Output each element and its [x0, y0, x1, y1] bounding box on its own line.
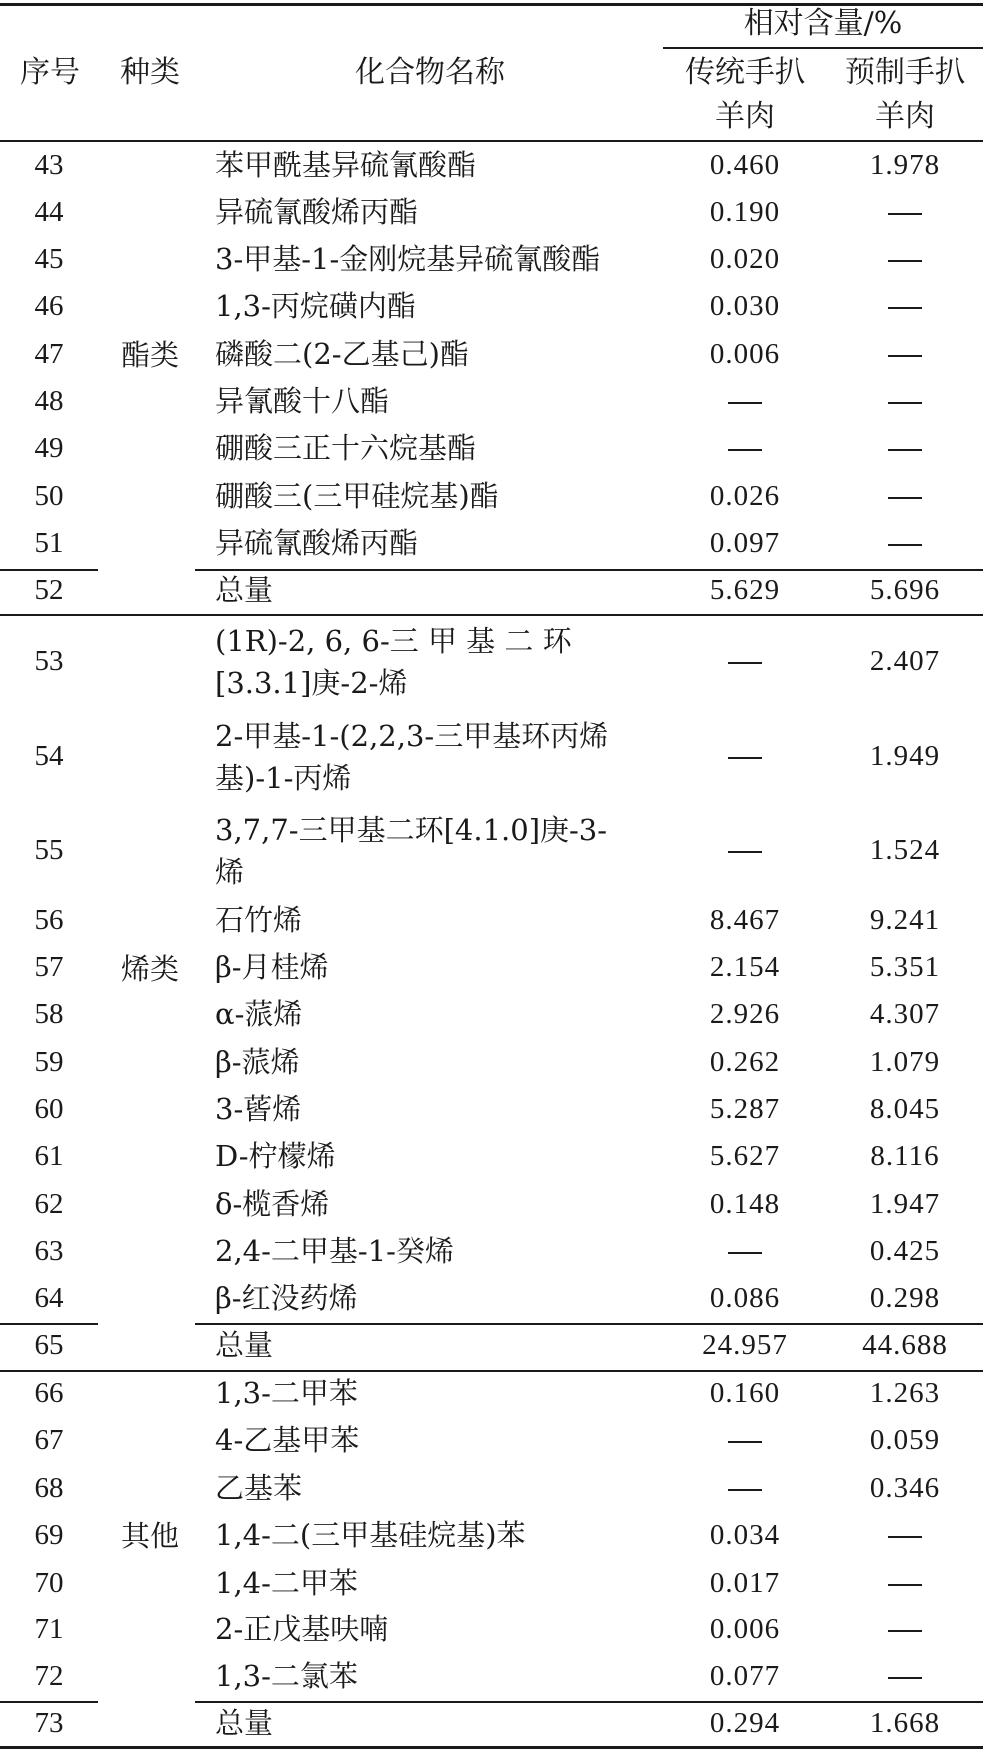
value-prepared: 1.263 [869, 1377, 941, 1409]
value-traditional [680, 742, 810, 771]
value-traditional: 5.629 [709, 574, 781, 606]
value-prepared: 1.079 [869, 1046, 941, 1078]
row-index: 58 [34, 998, 64, 1030]
value-prepared [830, 434, 980, 463]
compound-name: δ-榄香烯 [215, 1187, 330, 1221]
group-header-rule [663, 47, 983, 49]
value-traditional: 0.020 [709, 243, 781, 275]
compound-name: 3-蒈烯 [215, 1092, 302, 1126]
compound-name: 3,7,7-三甲基二环[4.1.0]庚-3-烯 [215, 813, 608, 889]
compound-name: 2,4-二甲基-1-癸烯 [215, 1234, 454, 1268]
header-relative-content: 相对含量/% [743, 6, 903, 41]
value-traditional [680, 1426, 810, 1455]
not-detected-dash [888, 213, 922, 215]
value-prepared: 0.298 [869, 1282, 941, 1314]
row-index: 52 [34, 574, 64, 606]
value-traditional: 8.467 [709, 904, 781, 936]
value-traditional: 0.294 [709, 1707, 781, 1739]
section-rule-alkenes [0, 614, 983, 616]
value-prepared [830, 1521, 980, 1550]
row-index: 71 [34, 1613, 64, 1645]
not-detected-dash [728, 1489, 762, 1491]
row-index: 64 [34, 1282, 64, 1314]
value-prepared [830, 529, 980, 558]
row-index: 59 [34, 1046, 64, 1078]
not-detected-dash [888, 544, 922, 546]
compound-name: 1,4-二(三甲基硅烷基)苯 [215, 1518, 526, 1552]
compound-name: 4-乙基甲苯 [215, 1423, 360, 1457]
not-detected-dash [888, 1584, 922, 1586]
subtotal-label: 总量 [215, 1706, 274, 1740]
value-prepared [830, 1662, 980, 1691]
row-index: 70 [34, 1567, 64, 1599]
category-alkenes: 烯类 [120, 952, 179, 986]
not-detected-dash [888, 260, 922, 262]
not-detected-dash [888, 355, 922, 357]
row-index: 43 [34, 149, 64, 181]
not-detected-dash [888, 1630, 922, 1632]
compound-name: 异硫氰酸烯丙酯 [215, 526, 419, 560]
value-traditional: 0.006 [709, 338, 781, 370]
value-prepared [830, 198, 980, 227]
compound-name: 1,4-二甲苯 [215, 1566, 358, 1600]
value-traditional: 24.957 [702, 1329, 788, 1361]
row-index: 50 [34, 480, 64, 512]
subtotal-rule-esters [195, 569, 983, 571]
value-traditional: 0.190 [709, 196, 781, 228]
section-rule-others [0, 1370, 983, 1372]
value-traditional: 5.627 [709, 1140, 781, 1172]
compound-name: 乙基苯 [215, 1471, 303, 1505]
value-traditional: 0.026 [709, 480, 781, 512]
value-prepared: 5.351 [869, 951, 941, 983]
value-prepared: 1.978 [869, 149, 941, 181]
row-index: 48 [34, 385, 64, 417]
value-traditional [680, 1237, 810, 1266]
value-prepared [830, 1569, 980, 1598]
header-index: 序号 [20, 55, 80, 90]
compound-name: D-柠檬烯 [215, 1139, 336, 1173]
subtotal-rule-esters-left [0, 569, 98, 571]
bottom-rule [0, 1746, 983, 1749]
compound-name: 异氰酸十八酯 [215, 384, 390, 418]
value-traditional: 0.034 [709, 1519, 781, 1551]
header-prepared-line1: 预制手扒 [845, 55, 965, 90]
not-detected-dash [888, 497, 922, 499]
row-index: 57 [34, 951, 64, 983]
value-traditional: 0.086 [709, 1282, 781, 1314]
value-traditional [680, 434, 810, 463]
header-compound-name: 化合物名称 [355, 55, 505, 90]
value-prepared: 0.425 [869, 1235, 941, 1267]
not-detected-dash [728, 851, 762, 853]
category-esters: 酯类 [120, 338, 179, 372]
value-prepared [830, 1615, 980, 1644]
compound-name: 硼酸三正十六烷基酯 [215, 431, 477, 465]
compound-name: 2-正戊基呋喃 [215, 1612, 389, 1646]
header-traditional-line1: 传统手扒 [685, 55, 805, 90]
header-bottom-rule [0, 140, 983, 142]
not-detected-dash [888, 402, 922, 404]
not-detected-dash [728, 1441, 762, 1443]
subtotal-rule-alkenes-left [0, 1323, 98, 1325]
row-index: 67 [34, 1424, 64, 1456]
header-traditional-line2: 羊肉 [715, 99, 775, 134]
value-traditional: 0.006 [709, 1613, 781, 1645]
compound-name: 苯甲酰基异硫氰酸酯 [215, 148, 477, 182]
compound-name: 异硫氰酸烯丙酯 [215, 195, 419, 229]
compound-name: 1,3-二甲苯 [215, 1376, 358, 1410]
row-index: 45 [34, 243, 64, 275]
compound-name: 硼酸三(三甲硅烷基)酯 [215, 479, 499, 513]
value-traditional [680, 647, 810, 676]
value-traditional: 0.460 [709, 149, 781, 181]
row-index: 60 [34, 1093, 64, 1125]
subtotal-rule-others [195, 1701, 983, 1703]
subtotal-rule-alkenes [195, 1323, 983, 1325]
not-detected-dash [888, 1677, 922, 1679]
row-index: 62 [34, 1188, 64, 1220]
header-prepared-line2: 羊肉 [875, 99, 935, 134]
value-prepared [830, 340, 980, 369]
value-prepared: 2.407 [869, 645, 941, 677]
row-index: 54 [34, 740, 64, 772]
not-detected-dash [728, 402, 762, 404]
compound-name: α-蒎烯 [215, 997, 303, 1031]
value-traditional: 0.262 [709, 1046, 781, 1078]
value-prepared: 8.045 [869, 1093, 941, 1125]
value-prepared: 1.949 [869, 740, 941, 772]
value-prepared: 8.116 [870, 1140, 940, 1172]
row-index: 63 [34, 1235, 64, 1267]
compound-name: 2-甲基-1-(2,2,3-三甲基环丙烯基)-1-丙烯 [215, 719, 609, 795]
not-detected-dash [888, 307, 922, 309]
value-traditional: 5.287 [709, 1093, 781, 1125]
header-category: 种类 [120, 55, 180, 90]
not-detected-dash [888, 1536, 922, 1538]
value-prepared: 44.688 [862, 1329, 948, 1361]
row-index: 61 [34, 1140, 64, 1172]
subtotal-label: 总量 [215, 1328, 274, 1362]
row-index: 46 [34, 290, 64, 322]
value-traditional: 0.097 [709, 527, 781, 559]
subtotal-rule-others-left [0, 1701, 98, 1703]
row-index: 56 [34, 904, 64, 936]
row-index: 55 [34, 834, 64, 866]
row-index: 44 [34, 196, 64, 228]
row-index: 68 [34, 1472, 64, 1504]
value-traditional: 2.154 [709, 951, 781, 983]
value-traditional: 0.017 [709, 1567, 781, 1599]
compound-name: β-红没药烯 [215, 1281, 358, 1315]
value-prepared [830, 482, 980, 511]
compound-name: 1,3-丙烷磺内酯 [215, 289, 416, 323]
category-others: 其他 [120, 1519, 179, 1553]
not-detected-dash [888, 449, 922, 451]
value-prepared: 5.696 [869, 574, 941, 606]
row-index: 53 [34, 645, 64, 677]
value-prepared: 9.241 [869, 904, 941, 936]
value-traditional: 0.030 [709, 290, 781, 322]
value-traditional [680, 836, 810, 865]
row-index: 66 [34, 1377, 64, 1409]
value-prepared: 1.668 [869, 1707, 941, 1739]
value-traditional: 2.926 [709, 998, 781, 1030]
not-detected-dash [728, 757, 762, 759]
compound-name: 1,3-二氯苯 [215, 1659, 358, 1693]
value-prepared: 0.059 [869, 1424, 941, 1456]
value-prepared [830, 387, 980, 416]
row-index: 69 [34, 1519, 64, 1551]
not-detected-dash [728, 449, 762, 451]
value-traditional [680, 387, 810, 416]
row-index: 51 [34, 527, 64, 559]
value-traditional: 0.160 [709, 1377, 781, 1409]
compound-name: β-蒎烯 [215, 1045, 300, 1079]
not-detected-dash [728, 662, 762, 664]
compound-name: 石竹烯 [215, 903, 303, 937]
value-prepared: 0.346 [869, 1472, 941, 1504]
row-index: 49 [34, 432, 64, 464]
compound-name: 3-甲基-1-金刚烷基异硫氰酸酯 [215, 242, 601, 276]
compound-name: 磷酸二(2-乙基己)酯 [215, 337, 469, 371]
value-prepared: 1.947 [869, 1188, 941, 1220]
value-prepared: 4.307 [869, 998, 941, 1030]
row-index: 72 [34, 1660, 64, 1692]
value-prepared [830, 245, 980, 274]
compound-name: β-月桂烯 [215, 950, 329, 984]
row-index: 47 [34, 338, 64, 370]
not-detected-dash [728, 1252, 762, 1254]
value-traditional: 0.077 [709, 1660, 781, 1692]
value-prepared: 1.524 [869, 834, 941, 866]
value-traditional [680, 1474, 810, 1503]
subtotal-label: 总量 [215, 573, 274, 607]
row-index: 65 [34, 1329, 64, 1361]
compound-name: (1R)-2, 6, 6-三 甲 基 二 环[3.3.1]庚-2-烯 [215, 624, 572, 700]
value-prepared [830, 292, 980, 321]
row-index: 73 [34, 1707, 64, 1739]
value-traditional: 0.148 [709, 1188, 781, 1220]
